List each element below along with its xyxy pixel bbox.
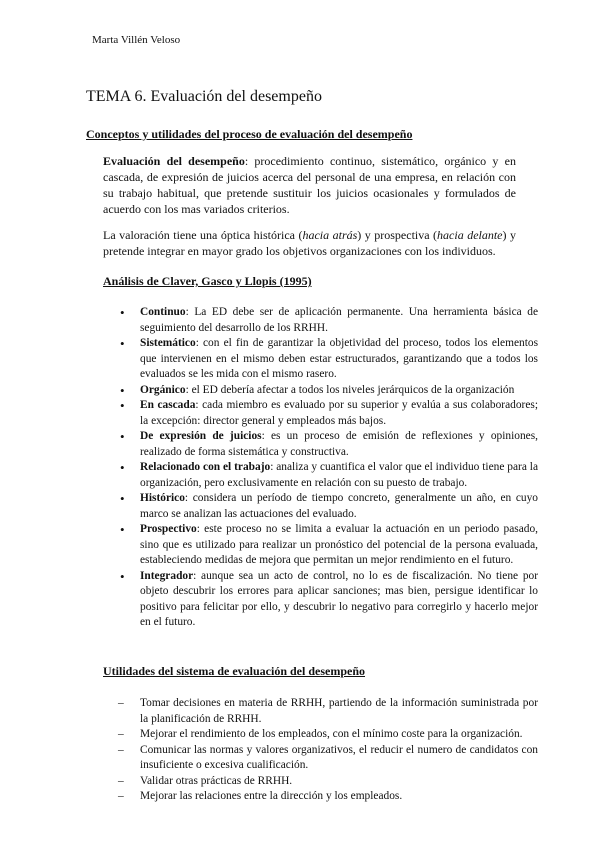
list-item-text: : cada miembro es evaluado por su superior y evalúa a sus colaboradores; la excepción: director general y empleados más bajos. [140,399,538,427]
list-item-term: Relacionado con el trabajo [140,461,271,473]
list-item-term: Integrador [140,569,194,582]
list-item-term: Histórico [140,492,185,504]
section-heading-analisis: Análisis de Claver, Gasco y Llopis (1995) [103,274,312,288]
list-item: – Comunicar las normas y valores organizativos, el reducir el numero de candidatos con insuficiente o excesiva cualificación. [118,743,538,774]
list-item-text: : considera un período de tiempo concreto, generalmente un año, en cuyo marco se analizan las actuaciones del evaluado. [140,492,538,520]
list-item [118,522,538,569]
list-item: – Validar otras prácticas de RRHH. [118,774,538,790]
list-item-text: : analiza y cuantifica el valor que el individuo tiene para la organización, pero exclusivamente en relación con su puesto de trabajo. [140,461,538,489]
list-item-term: Sistemático [140,337,196,349]
valoracion-paragraph [103,227,516,259]
list-item [118,429,538,460]
list-item-term: Prospectivo [140,523,197,535]
list-item: – Mejorar el rendimiento de los empleados, con el mínimo coste para la organización. [118,727,538,743]
valoracion-emphasis-1: hacia atrás [302,228,358,242]
list-item-term: En cascada [140,399,196,411]
section-heading-utilidades: Utilidades del sistema de evaluación del desempeño [103,664,366,678]
list-item [118,491,538,522]
utilities-list [118,696,538,805]
list-item: – Mejorar las relaciones entre la dirección y los empleados. [118,789,538,805]
list-item-text: : es un proceso de emisión de reflexiones y opiniones, realizado de forma sistemática y constructiva. [140,430,538,458]
characteristics-list [118,305,538,631]
list-item [118,569,538,631]
valoracion-emphasis-2: hacia delante [437,228,503,242]
section-heading-conceptos: Conceptos y utilidades del proceso de evaluación del desempeño [86,127,413,141]
list-item-text: : con el fin de garantizar la objetividad del proceso, todos los elementos que intervienen en el mismo deben estar estructurados, garantizando que a todos los evaluados se les mida con el mismo rasero. [140,337,538,380]
page-header-author: Marta Villén Veloso [92,34,181,46]
list-item [118,460,538,491]
valoracion-text-b: ) y prospectiva ( [357,228,438,242]
list-item-text: : aunque sea un acto de control, no lo es de fiscalización. No tiene por objeto descubrir los errores para aplicar sanciones; mas bien, persigue identificar lo positivo para felicitar por ello, y descubrir lo negativo para corregirlo y hacerlo mejor en el futuro. [140,569,538,628]
list-item-term: De expresión de juicios [140,430,262,442]
list-item-text: : el ED debería afectar a todos los niveles jerárquicos de la organización [185,383,515,396]
definition-text: : procedimiento continuo, sistemático, orgánico y en cascada, de expresión de juicios acerca del personal de una empresa, en relación con su trabajo habitual, que pretende sustituir los juicios ocasionales y formulados de acuerdo con los mas variados criterios. [103,154,516,216]
list-item [118,305,538,336]
valoracion-text-a: La valoración tiene una óptica histórica ( [103,228,303,242]
list-item [118,336,538,383]
page-title: TEMA 6. Evaluación del desempeño [86,88,322,105]
list-item [118,398,538,429]
definition-paragraph [103,153,516,217]
list-item-term: Continuo [140,306,186,318]
list-item-text: : La ED debe ser de aplicación permanente. Una herramienta básica de seguimiento del desarrollo de los RRHH. [140,306,538,334]
list-item-term: Orgánico [140,383,186,396]
definition-term: Evaluación del desempeño [103,154,245,168]
list-item: – Tomar decisiones en materia de RRHH, partiendo de la información suministrada por la planificación de RRHH. [118,696,538,727]
list-item-text: : este proceso no se limita a evaluar la actuación en un periodo pasado, sino que es utilizado para realizar un pronóstico del potencial de la persona evaluada, estableciendo medidas de mejora que permitan un mejor rendimiento en el futuro. [140,523,538,566]
list-item [118,383,538,399]
valoracion-text-c: ) y pretende integrar en mayor grado los objetivos organizaciones con los individuos. [103,228,516,258]
